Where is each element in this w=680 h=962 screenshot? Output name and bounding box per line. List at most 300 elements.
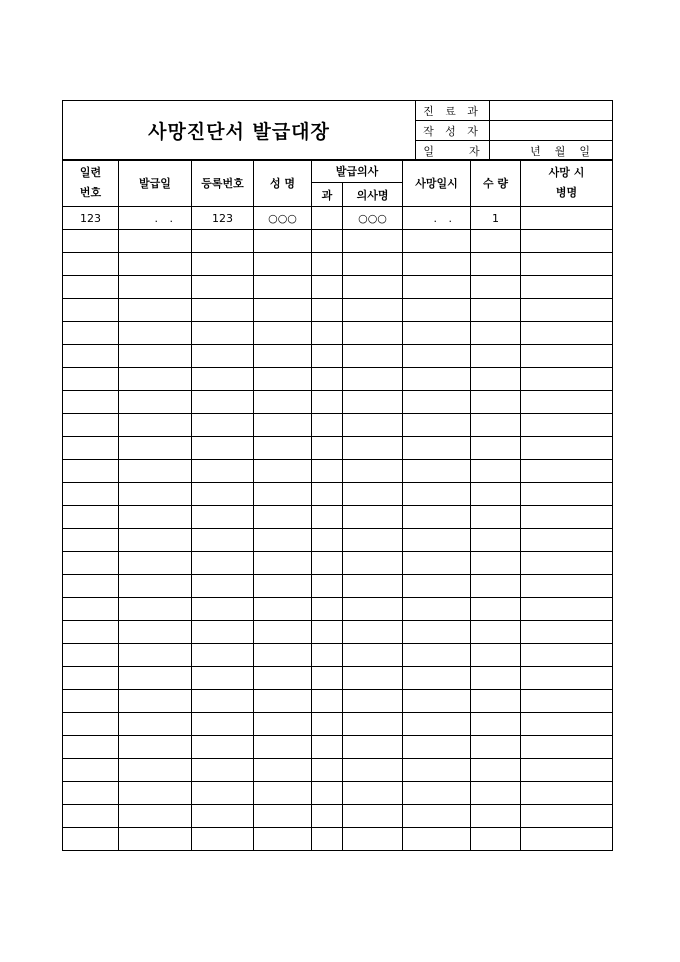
cell-serial[interactable] [63,460,119,483]
cell-doctor-name[interactable] [343,621,403,644]
serial-number-header [63,160,119,207]
cell-doctor-name[interactable] [343,506,403,529]
cell-death-datetime[interactable] [403,621,471,644]
cell-quantity[interactable] [471,345,521,368]
table-row [63,782,613,805]
cell-department[interactable] [312,460,343,483]
cell-issue-date[interactable] [119,552,192,575]
cell-name[interactable] [254,368,312,391]
cell-quantity[interactable] [471,621,521,644]
cell-registration-number[interactable] [192,437,254,460]
cell-department[interactable] [312,483,343,506]
cell-quantity[interactable] [471,276,521,299]
cell-cause-of-death[interactable] [521,690,613,713]
cell-quantity[interactable]: 1 [471,207,521,230]
cell-serial[interactable] [63,368,119,391]
cell-death-datetime[interactable] [403,690,471,713]
cell-registration-number[interactable] [192,529,254,552]
cell-name[interactable] [254,598,312,621]
cell-quantity[interactable] [471,736,521,759]
cell-death-datetime[interactable] [403,667,471,690]
table-row [63,207,613,230]
cell-cause-of-death[interactable] [521,368,613,391]
cell-department[interactable] [312,322,343,345]
cell-doctor-name[interactable] [343,345,403,368]
cell-cause-of-death[interactable] [521,483,613,506]
cell-registration-number[interactable] [192,713,254,736]
cell-name[interactable] [254,736,312,759]
quantity-header: 수 량 [471,160,521,207]
cell-cause-of-death[interactable] [521,529,613,552]
cell-quantity[interactable] [471,828,521,851]
cell-name[interactable] [254,483,312,506]
table-row [63,598,613,621]
cell-cause-of-death[interactable] [521,414,613,437]
cell-department[interactable] [312,414,343,437]
cell-issue-date[interactable] [119,529,192,552]
table-row [63,276,613,299]
cell-department[interactable] [312,736,343,759]
table-row [63,828,613,851]
cell-issue-date[interactable] [119,299,192,322]
cell-name[interactable] [254,552,312,575]
cell-doctor-name[interactable] [343,667,403,690]
cell-cause-of-death[interactable] [521,759,613,782]
cell-doctor-name[interactable] [343,644,403,667]
cell-doctor-name[interactable] [343,552,403,575]
cell-cause-of-death[interactable] [521,253,613,276]
cell-name[interactable] [254,391,312,414]
cell-cause-of-death[interactable] [521,805,613,828]
cell-cause-of-death[interactable] [521,437,613,460]
cell-cause-of-death[interactable] [521,345,613,368]
header-table [62,100,613,161]
cell-department[interactable] [312,575,343,598]
disease-header-line2: 병명 [555,186,578,199]
death-datetime-header: 사망일시 [403,160,471,207]
cell-registration-number[interactable] [192,667,254,690]
cell-death-datetime[interactable] [403,713,471,736]
cell-department[interactable] [312,207,343,230]
cell-serial[interactable] [63,253,119,276]
cell-department[interactable] [312,299,343,322]
cell-registration-number[interactable] [192,828,254,851]
cell-serial[interactable] [63,828,119,851]
cell-serial[interactable] [63,552,119,575]
cell-death-datetime[interactable] [403,575,471,598]
cell-cause-of-death[interactable] [521,667,613,690]
cell-registration-number[interactable] [192,759,254,782]
cell-name[interactable] [254,460,312,483]
cell-quantity[interactable] [471,483,521,506]
disease-header-line1: 사망 시 [548,166,585,179]
table-row [63,414,613,437]
cell-department[interactable] [312,621,343,644]
cell-name[interactable] [254,506,312,529]
cell-death-datetime[interactable] [403,368,471,391]
cell-doctor-name[interactable] [343,529,403,552]
table-row [63,230,613,253]
table-row [63,759,613,782]
cell-quantity[interactable] [471,391,521,414]
cell-death-datetime[interactable] [403,414,471,437]
cell-registration-number[interactable] [192,506,254,529]
cell-department[interactable] [312,391,343,414]
table-row [63,690,613,713]
cell-doctor-name[interactable] [343,805,403,828]
cell-cause-of-death[interactable] [521,552,613,575]
cell-department[interactable] [312,437,343,460]
cell-issue-date[interactable] [119,460,192,483]
cell-department[interactable] [312,345,343,368]
cell-registration-number[interactable] [192,460,254,483]
table-row [63,483,613,506]
cell-issue-date[interactable] [119,667,192,690]
cell-cause-of-death[interactable] [521,621,613,644]
cell-death-datetime[interactable] [403,805,471,828]
cell-quantity[interactable] [471,598,521,621]
cell-registration-number[interactable] [192,805,254,828]
cell-registration-number[interactable] [192,736,254,759]
cell-issue-date[interactable] [119,253,192,276]
cell-registration-number[interactable] [192,368,254,391]
table-row [63,368,613,391]
cell-issue-date[interactable] [119,805,192,828]
doctor-name-header: 의사명 [343,183,403,207]
cell-cause-of-death[interactable] [521,736,613,759]
cell-quantity[interactable] [471,759,521,782]
cell-death-datetime[interactable] [403,391,471,414]
cell-registration-number[interactable] [192,552,254,575]
cell-issue-date[interactable]: . . [119,207,192,230]
cell-registration-number[interactable] [192,391,254,414]
cell-death-datetime[interactable] [403,230,471,253]
cell-death-datetime[interactable] [403,299,471,322]
department-header: 과 [312,183,343,207]
issuing-doctor-header: 발급의사 [312,160,403,183]
cell-serial[interactable] [63,437,119,460]
cell-death-datetime[interactable] [403,437,471,460]
cell-serial[interactable]: 123 [63,207,119,230]
cell-quantity[interactable] [471,253,521,276]
department-value-cell[interactable] [490,101,613,121]
cell-name[interactable]: ○○○ [254,207,312,230]
cell-quantity[interactable] [471,690,521,713]
cell-quantity[interactable] [471,414,521,437]
cell-name[interactable] [254,529,312,552]
cell-issue-date[interactable] [119,345,192,368]
table-row [63,713,613,736]
cell-doctor-name[interactable] [343,230,403,253]
cell-registration-number[interactable] [192,621,254,644]
cell-issue-date[interactable] [119,230,192,253]
cell-death-datetime[interactable] [403,552,471,575]
cell-doctor-name[interactable] [343,575,403,598]
cell-death-datetime[interactable] [403,828,471,851]
cell-serial[interactable] [63,483,119,506]
page-title: 사망진단서 발급대장 [63,101,416,161]
cell-serial[interactable] [63,529,119,552]
cell-cause-of-death[interactable] [521,299,613,322]
cell-cause-of-death[interactable] [521,828,613,851]
cell-quantity[interactable] [471,667,521,690]
cell-serial[interactable] [63,391,119,414]
cell-issue-date[interactable] [119,391,192,414]
cell-cause-of-death[interactable] [521,506,613,529]
cell-cause-of-death[interactable] [521,598,613,621]
issue-date-header: 발급일 [119,160,192,207]
cell-serial[interactable] [63,690,119,713]
cell-issue-date[interactable] [119,644,192,667]
cell-death-datetime[interactable] [403,529,471,552]
cell-doctor-name[interactable] [343,759,403,782]
table-row [63,552,613,575]
table-row [63,736,613,759]
cell-doctor-name[interactable] [343,690,403,713]
cell-serial[interactable] [63,299,119,322]
cell-serial[interactable] [63,345,119,368]
cell-serial[interactable] [63,782,119,805]
cell-death-datetime[interactable] [403,345,471,368]
cell-cause-of-death[interactable] [521,322,613,345]
cell-department[interactable] [312,782,343,805]
cell-name[interactable] [254,414,312,437]
cell-name[interactable] [254,759,312,782]
cell-serial[interactable] [63,506,119,529]
cell-issue-date[interactable] [119,414,192,437]
cell-name[interactable] [254,690,312,713]
table-row [63,345,613,368]
cell-serial[interactable] [63,598,119,621]
serial-header-line1: 일련 [79,166,102,179]
table-row [63,621,613,644]
cell-serial[interactable] [63,644,119,667]
cell-issue-date[interactable] [119,276,192,299]
cell-issue-date[interactable] [119,621,192,644]
cell-name[interactable] [254,713,312,736]
cell-quantity[interactable] [471,713,521,736]
cell-registration-number[interactable] [192,230,254,253]
writer-value-cell[interactable] [490,121,613,141]
cell-death-datetime[interactable] [403,483,471,506]
cell-death-datetime[interactable] [403,322,471,345]
cell-department[interactable] [312,667,343,690]
cell-death-datetime[interactable]: . . [403,207,471,230]
cell-department[interactable] [312,598,343,621]
cell-name[interactable] [254,437,312,460]
cell-name[interactable] [254,299,312,322]
cell-quantity[interactable] [471,644,521,667]
cell-issue-date[interactable] [119,736,192,759]
cell-registration-number[interactable] [192,598,254,621]
cell-cause-of-death[interactable] [521,782,613,805]
cell-cause-of-death[interactable] [521,276,613,299]
table-row [63,506,613,529]
cell-doctor-name[interactable]: ○○○ [343,207,403,230]
cell-issue-date[interactable] [119,437,192,460]
cause-of-death-header [521,160,613,207]
cell-registration-number[interactable] [192,782,254,805]
cell-issue-date[interactable] [119,713,192,736]
cell-death-datetime[interactable] [403,598,471,621]
cell-death-datetime[interactable] [403,276,471,299]
cell-death-datetime[interactable] [403,736,471,759]
cell-registration-number[interactable] [192,644,254,667]
cell-department[interactable] [312,253,343,276]
cell-registration-number[interactable] [192,322,254,345]
cell-serial[interactable] [63,713,119,736]
cell-issue-date[interactable] [119,506,192,529]
cell-death-datetime[interactable] [403,253,471,276]
cell-quantity[interactable] [471,529,521,552]
cell-registration-number[interactable] [192,345,254,368]
ledger-table [62,159,613,851]
cell-doctor-name[interactable] [343,713,403,736]
cell-doctor-name[interactable] [343,460,403,483]
table-row [63,529,613,552]
cell-serial[interactable] [63,414,119,437]
cell-department[interactable] [312,644,343,667]
cell-quantity[interactable] [471,460,521,483]
cell-name[interactable] [254,805,312,828]
date-value[interactable]: 년 월 일 [490,141,613,161]
cell-registration-number[interactable] [192,414,254,437]
date-label: 일 자 [416,141,490,161]
cell-department[interactable] [312,828,343,851]
table-row [63,667,613,690]
cell-name[interactable] [254,345,312,368]
cell-cause-of-death[interactable] [521,230,613,253]
cell-doctor-name[interactable] [343,828,403,851]
cell-cause-of-death[interactable] [521,575,613,598]
cell-department[interactable] [312,506,343,529]
serial-header-line2: 번호 [79,186,102,199]
cell-serial[interactable] [63,805,119,828]
cell-department[interactable] [312,759,343,782]
cell-doctor-name[interactable] [343,391,403,414]
cell-serial[interactable] [63,230,119,253]
cell-quantity[interactable] [471,552,521,575]
cell-cause-of-death[interactable] [521,644,613,667]
table-row [63,805,613,828]
cell-doctor-name[interactable] [343,782,403,805]
cell-registration-number[interactable] [192,276,254,299]
cell-department[interactable] [312,276,343,299]
cell-registration-number[interactable] [192,690,254,713]
cell-quantity[interactable] [471,805,521,828]
cell-quantity[interactable] [471,782,521,805]
cell-quantity[interactable] [471,437,521,460]
table-row [63,575,613,598]
table-row [63,437,613,460]
cell-name[interactable] [254,276,312,299]
cell-doctor-name[interactable] [343,299,403,322]
cell-serial[interactable] [63,667,119,690]
cell-cause-of-death[interactable] [521,460,613,483]
cell-name[interactable] [254,230,312,253]
cell-doctor-name[interactable] [343,322,403,345]
cell-issue-date[interactable] [119,759,192,782]
cell-doctor-name[interactable] [343,736,403,759]
cell-name[interactable] [254,828,312,851]
cell-issue-date[interactable] [119,828,192,851]
cell-department[interactable] [312,552,343,575]
cell-name[interactable] [254,621,312,644]
table-row [63,299,613,322]
cell-name[interactable] [254,644,312,667]
cell-quantity[interactable] [471,506,521,529]
cell-doctor-name[interactable] [343,253,403,276]
cell-registration-number[interactable] [192,299,254,322]
cell-issue-date[interactable] [119,575,192,598]
cell-department[interactable] [312,805,343,828]
cell-cause-of-death[interactable] [521,391,613,414]
cell-issue-date[interactable] [119,598,192,621]
department-label: 진 료 과 [416,101,490,121]
cell-quantity[interactable] [471,575,521,598]
cell-death-datetime[interactable] [403,506,471,529]
registration-number-header: 등록번호 [192,160,254,207]
cell-department[interactable] [312,529,343,552]
cell-registration-number[interactable] [192,575,254,598]
cell-cause-of-death[interactable] [521,713,613,736]
cell-doctor-name[interactable] [343,598,403,621]
cell-issue-date[interactable] [119,368,192,391]
cell-registration-number[interactable] [192,253,254,276]
cell-issue-date[interactable] [119,690,192,713]
table-row [63,253,613,276]
cell-serial[interactable] [63,621,119,644]
cell-serial[interactable] [63,276,119,299]
cell-quantity[interactable] [471,230,521,253]
cell-doctor-name[interactable] [343,437,403,460]
cell-name[interactable] [254,322,312,345]
cell-doctor-name[interactable] [343,414,403,437]
cell-quantity[interactable] [471,299,521,322]
cell-registration-number[interactable]: 123 [192,207,254,230]
cell-registration-number[interactable] [192,483,254,506]
cell-department[interactable] [312,713,343,736]
cell-name[interactable] [254,782,312,805]
cell-serial[interactable] [63,575,119,598]
cell-department[interactable] [312,690,343,713]
cell-doctor-name[interactable] [343,368,403,391]
cell-serial[interactable] [63,736,119,759]
table-row [63,322,613,345]
cell-cause-of-death[interactable] [521,207,613,230]
cell-doctor-name[interactable] [343,276,403,299]
table-row [63,644,613,667]
cell-serial[interactable] [63,322,119,345]
cell-death-datetime[interactable] [403,782,471,805]
cell-issue-date[interactable] [119,782,192,805]
cell-name[interactable] [254,575,312,598]
cell-issue-date[interactable] [119,322,192,345]
cell-death-datetime[interactable] [403,644,471,667]
cell-name[interactable] [254,253,312,276]
cell-department[interactable] [312,230,343,253]
name-header: 성 명 [254,160,312,207]
cell-doctor-name[interactable] [343,483,403,506]
cell-issue-date[interactable] [119,483,192,506]
cell-quantity[interactable] [471,322,521,345]
cell-death-datetime[interactable] [403,460,471,483]
cell-serial[interactable] [63,759,119,782]
cell-department[interactable] [312,368,343,391]
cell-quantity[interactable] [471,368,521,391]
cell-death-datetime[interactable] [403,759,471,782]
cell-name[interactable] [254,667,312,690]
